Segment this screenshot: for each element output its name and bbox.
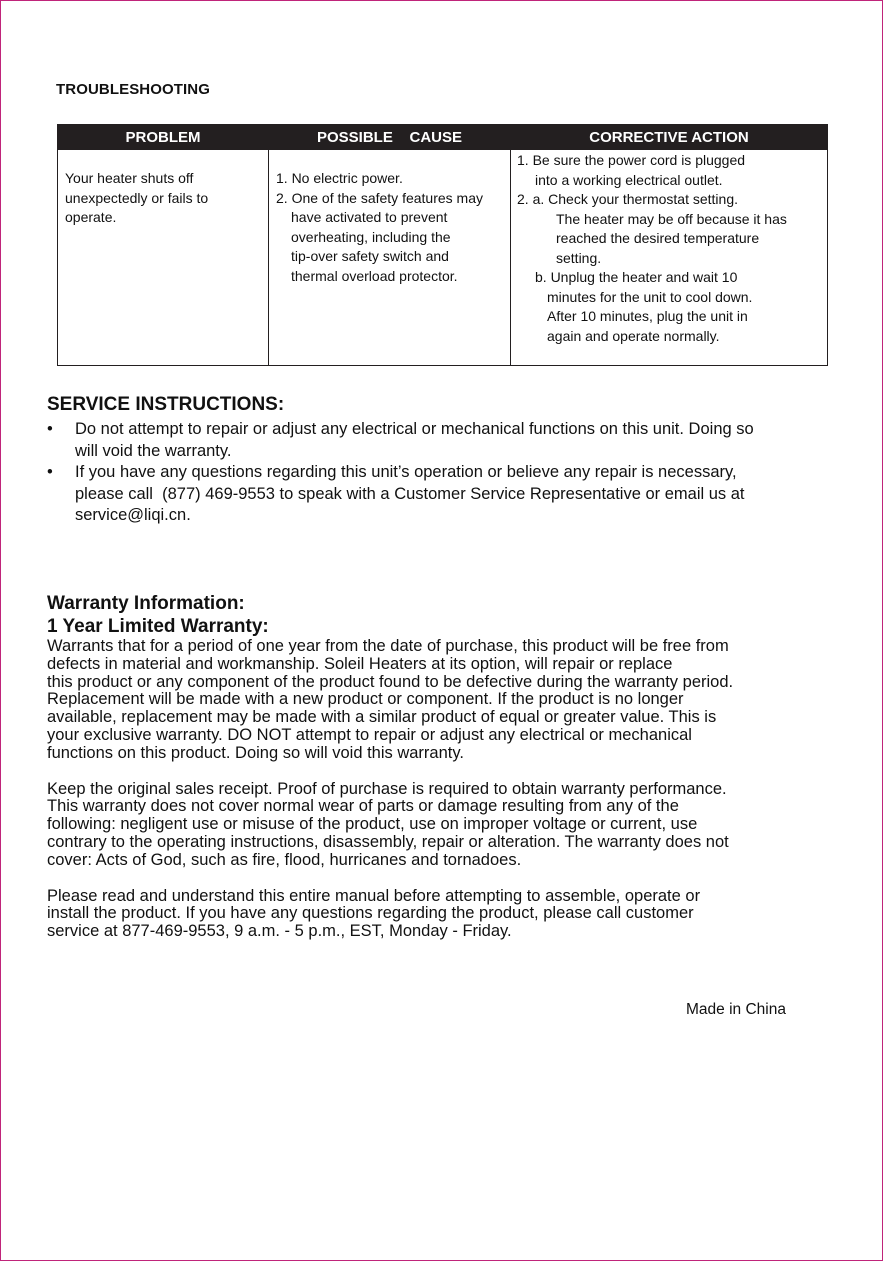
bullet-icon: •	[47, 463, 53, 481]
cause-line: have activated to prevent	[291, 209, 448, 225]
paragraph-line: contrary to the operating instructions, disassembly, repair or alteration. The warranty does not	[47, 832, 729, 851]
paragraph-line: service at 877-469-9553, 9 a.m. - 5 p.m., EST, Monday - Friday.	[47, 922, 512, 941]
paragraph-line: your exclusive warranty. DO NOT attempt to repair or adjust any electrical or mechanical	[47, 725, 692, 744]
warranty-paragraph-3	[47, 888, 847, 941]
action-cell	[511, 150, 828, 366]
action-line: reached the desired temperature	[556, 230, 760, 246]
problem-line: Your heater shuts off	[65, 170, 194, 186]
action-line: again and operate normally.	[547, 327, 720, 344]
bullet-icon: •	[47, 420, 53, 438]
paragraph-line: available, replacement may be made with a similar product of equal or greater value. This is	[47, 708, 717, 727]
column-header-problem: PROBLEM	[58, 125, 269, 150]
action-line: setting.	[556, 249, 602, 266]
problem-line: operate.	[65, 209, 117, 225]
table-row	[58, 150, 828, 366]
column-header-cause: POSSIBLE CAUSE	[269, 125, 511, 150]
paragraph-line: functions on this product. Doing so will void this warranty.	[47, 743, 464, 762]
action-line: b. Unplug the heater and wait 10	[535, 269, 738, 285]
paragraph-line: Please read and understand this entire manual before attempting to assemble, operate or	[47, 886, 701, 905]
paragraph-line: defects in material and workmanship. Soleil Heaters at its option, will repair or replace	[47, 654, 673, 673]
limited-warranty-heading: 1 Year Limited Warranty:	[47, 616, 269, 637]
cause-cell	[269, 150, 511, 366]
warranty-paragraph-2	[47, 781, 847, 870]
action-line: into a working electrical outlet.	[535, 171, 723, 188]
troubleshooting-heading: TROUBLESHOOTING	[56, 81, 210, 98]
cause-line: tip-over safety switch and	[291, 248, 449, 264]
list-item	[47, 462, 847, 527]
action-line: 2. a. Check your thermostat setting.	[517, 191, 738, 207]
warranty-section	[47, 592, 847, 941]
action-line: The heater may be off because it has	[556, 210, 787, 227]
service-instructions-section	[47, 394, 847, 527]
service-heading: SERVICE INSTRUCTIONS:	[47, 394, 285, 415]
service-line: please call (877) 469-9553 to speak with a Customer Service Representative or email us at	[75, 484, 745, 503]
made-in-label: Made in China	[686, 1001, 786, 1018]
action-line: minutes for the unit to cool down.	[547, 288, 753, 305]
paragraph-line: following: negligent use or misuse of the product, use on improper voltage or current, use	[47, 815, 698, 834]
service-line: will void the warranty.	[75, 441, 232, 460]
paragraph-line: This warranty does not cover normal wear of parts or damage resulting from any of the	[47, 797, 679, 816]
paragraph-line: Warrants that for a period of one year from the date of purchase, this product will be free from	[47, 637, 729, 655]
problem-cell	[58, 150, 269, 366]
service-email-line: service@liqi.cn.	[75, 506, 191, 524]
cause-line: overheating, including the	[291, 228, 451, 245]
action-line: 1. Be sure the power cord is plugged	[517, 152, 746, 168]
column-header-action: CORRECTIVE ACTION	[511, 125, 828, 150]
problem-line: unexpectedly or fails to	[65, 189, 209, 206]
cause-line: 2. One of the safety features may	[276, 189, 483, 206]
service-line: If you have any questions regarding this unit’s operation or believe any repair is necessary,	[75, 463, 737, 481]
paragraph-line: install the product. If you have any questions regarding the product, please call customer	[47, 904, 694, 923]
table-header-row	[58, 125, 828, 150]
paragraph-line: Keep the original sales receipt. Proof of purchase is required to obtain warranty performance.	[47, 779, 727, 798]
action-line: After 10 minutes, plug the unit in	[547, 308, 748, 324]
paragraph-line: this product or any component of the product found to be defective during the warranty period.	[47, 672, 734, 691]
cause-line: thermal overload protector.	[291, 267, 458, 284]
service-list	[47, 419, 847, 527]
paragraph-line: Replacement will be made with a new product or component. If the product is no longer	[47, 690, 684, 709]
paragraph-line: cover: Acts of God, such as fire, flood, hurricanes and tornadoes.	[47, 850, 522, 869]
list-item	[47, 419, 847, 462]
warranty-paragraph-1	[47, 638, 847, 763]
service-line: Do not attempt to repair or adjust any electrical or mechanical functions on this unit. Doing so	[75, 420, 754, 438]
warranty-heading: Warranty Information:	[47, 593, 245, 614]
troubleshooting-table	[57, 124, 828, 366]
cause-line: 1. No electric power.	[276, 170, 403, 186]
